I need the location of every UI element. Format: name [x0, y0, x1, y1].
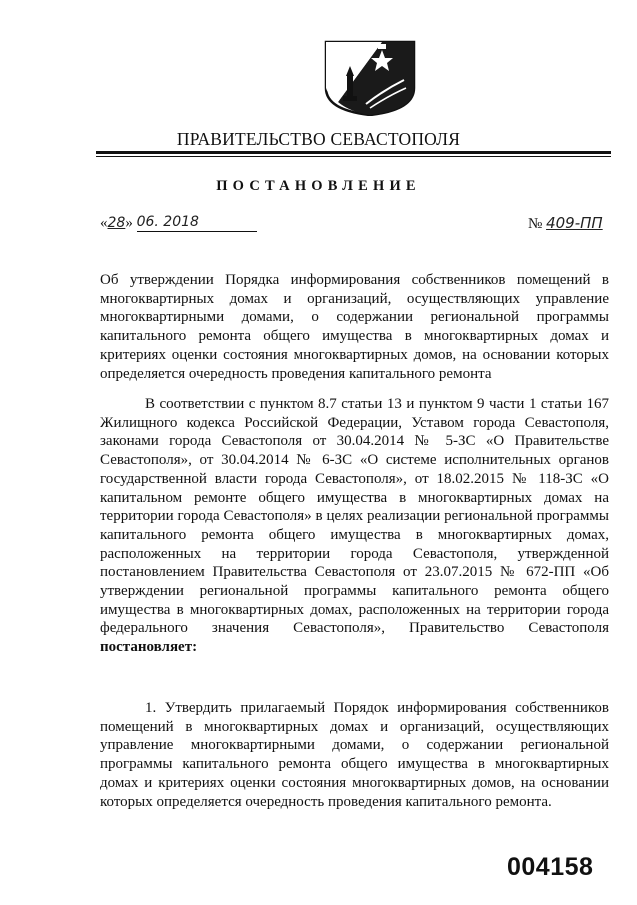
date-open-quote: « — [100, 215, 108, 231]
document-date — [100, 214, 257, 232]
coat-of-arms-icon — [322, 40, 418, 116]
stamp-number: 004158 — [507, 853, 594, 881]
date-day: 28 — [107, 215, 126, 231]
document-subject: Об утверждении Порядка информирования собственников помещений в многоквартирных домах и организаций, осуществляющих управление многоквартирными домами, о содержании региональной программы капитального ремонта общего имущества в многоквартирных домах и критериях оценки состояния многоквартирных домов, на основании которых определяется очередность проведения капитального ремонта — [100, 272, 609, 382]
document-number — [528, 214, 603, 233]
item-1-paragraph: 1. Утвердить прилагаемый Порядок информирования собственников помещений в многоквартирных домах и организаций, осуществляющих управление многоквартирными домами, о содержании региональной программы капитального ремонта общего имущества в многоквартирных домах и критериях оценки состояния многоквартирных домов, на основании которых определяется очередность проведения капитального ремонта. — [100, 700, 609, 810]
government-name: ПРАВИТЕЛЬСТВО СЕВАСТОПОЛЯ — [176, 129, 461, 149]
header-rule-thick — [96, 151, 611, 154]
header-rule-thin — [96, 156, 611, 157]
preamble-text: В соответствии с пунктом 8.7 статьи 13 и пунктом 9 части 1 статьи 167 Жилищного кодекса Российской Федерации, Уставом города Севастополя, законами города Севастополя от 30.04.2014 № 5-ЗС «О Правительстве Севастополя», от 30.04.2014 № 6-ЗС «О системе исполнительных органов государственной власти города Севастополя», от 18.02.2015 № 118-ЗС «О капитальном ремонте общего имущества в многоквартирных домах на территории города Севастополя» в целях реализации региональной программы капитального ремонта общего имущества в многоквартирных домах, расположенных на территории города Севастополя, утвержденной постановлением Правительства Севастополя от 23.07.2015 № 672-ПП «Об утверждении региональной программы капитального ремонта общего имущества в многоквартирных домах, расположенных на территории города федерального значения Севастополя», Правительство Севастополя — [100, 396, 609, 637]
preamble-paragraph — [100, 395, 609, 657]
resolves-word: постановляет: — [100, 639, 198, 656]
date-close-quote: » — [125, 215, 133, 231]
number-prefix: № — [528, 216, 543, 232]
date-month-year: 06. 2018 — [136, 214, 199, 230]
document-type: ПОСТАНОВЛЕНИЕ — [216, 178, 421, 194]
number-value: 409-ПП — [546, 214, 603, 232]
